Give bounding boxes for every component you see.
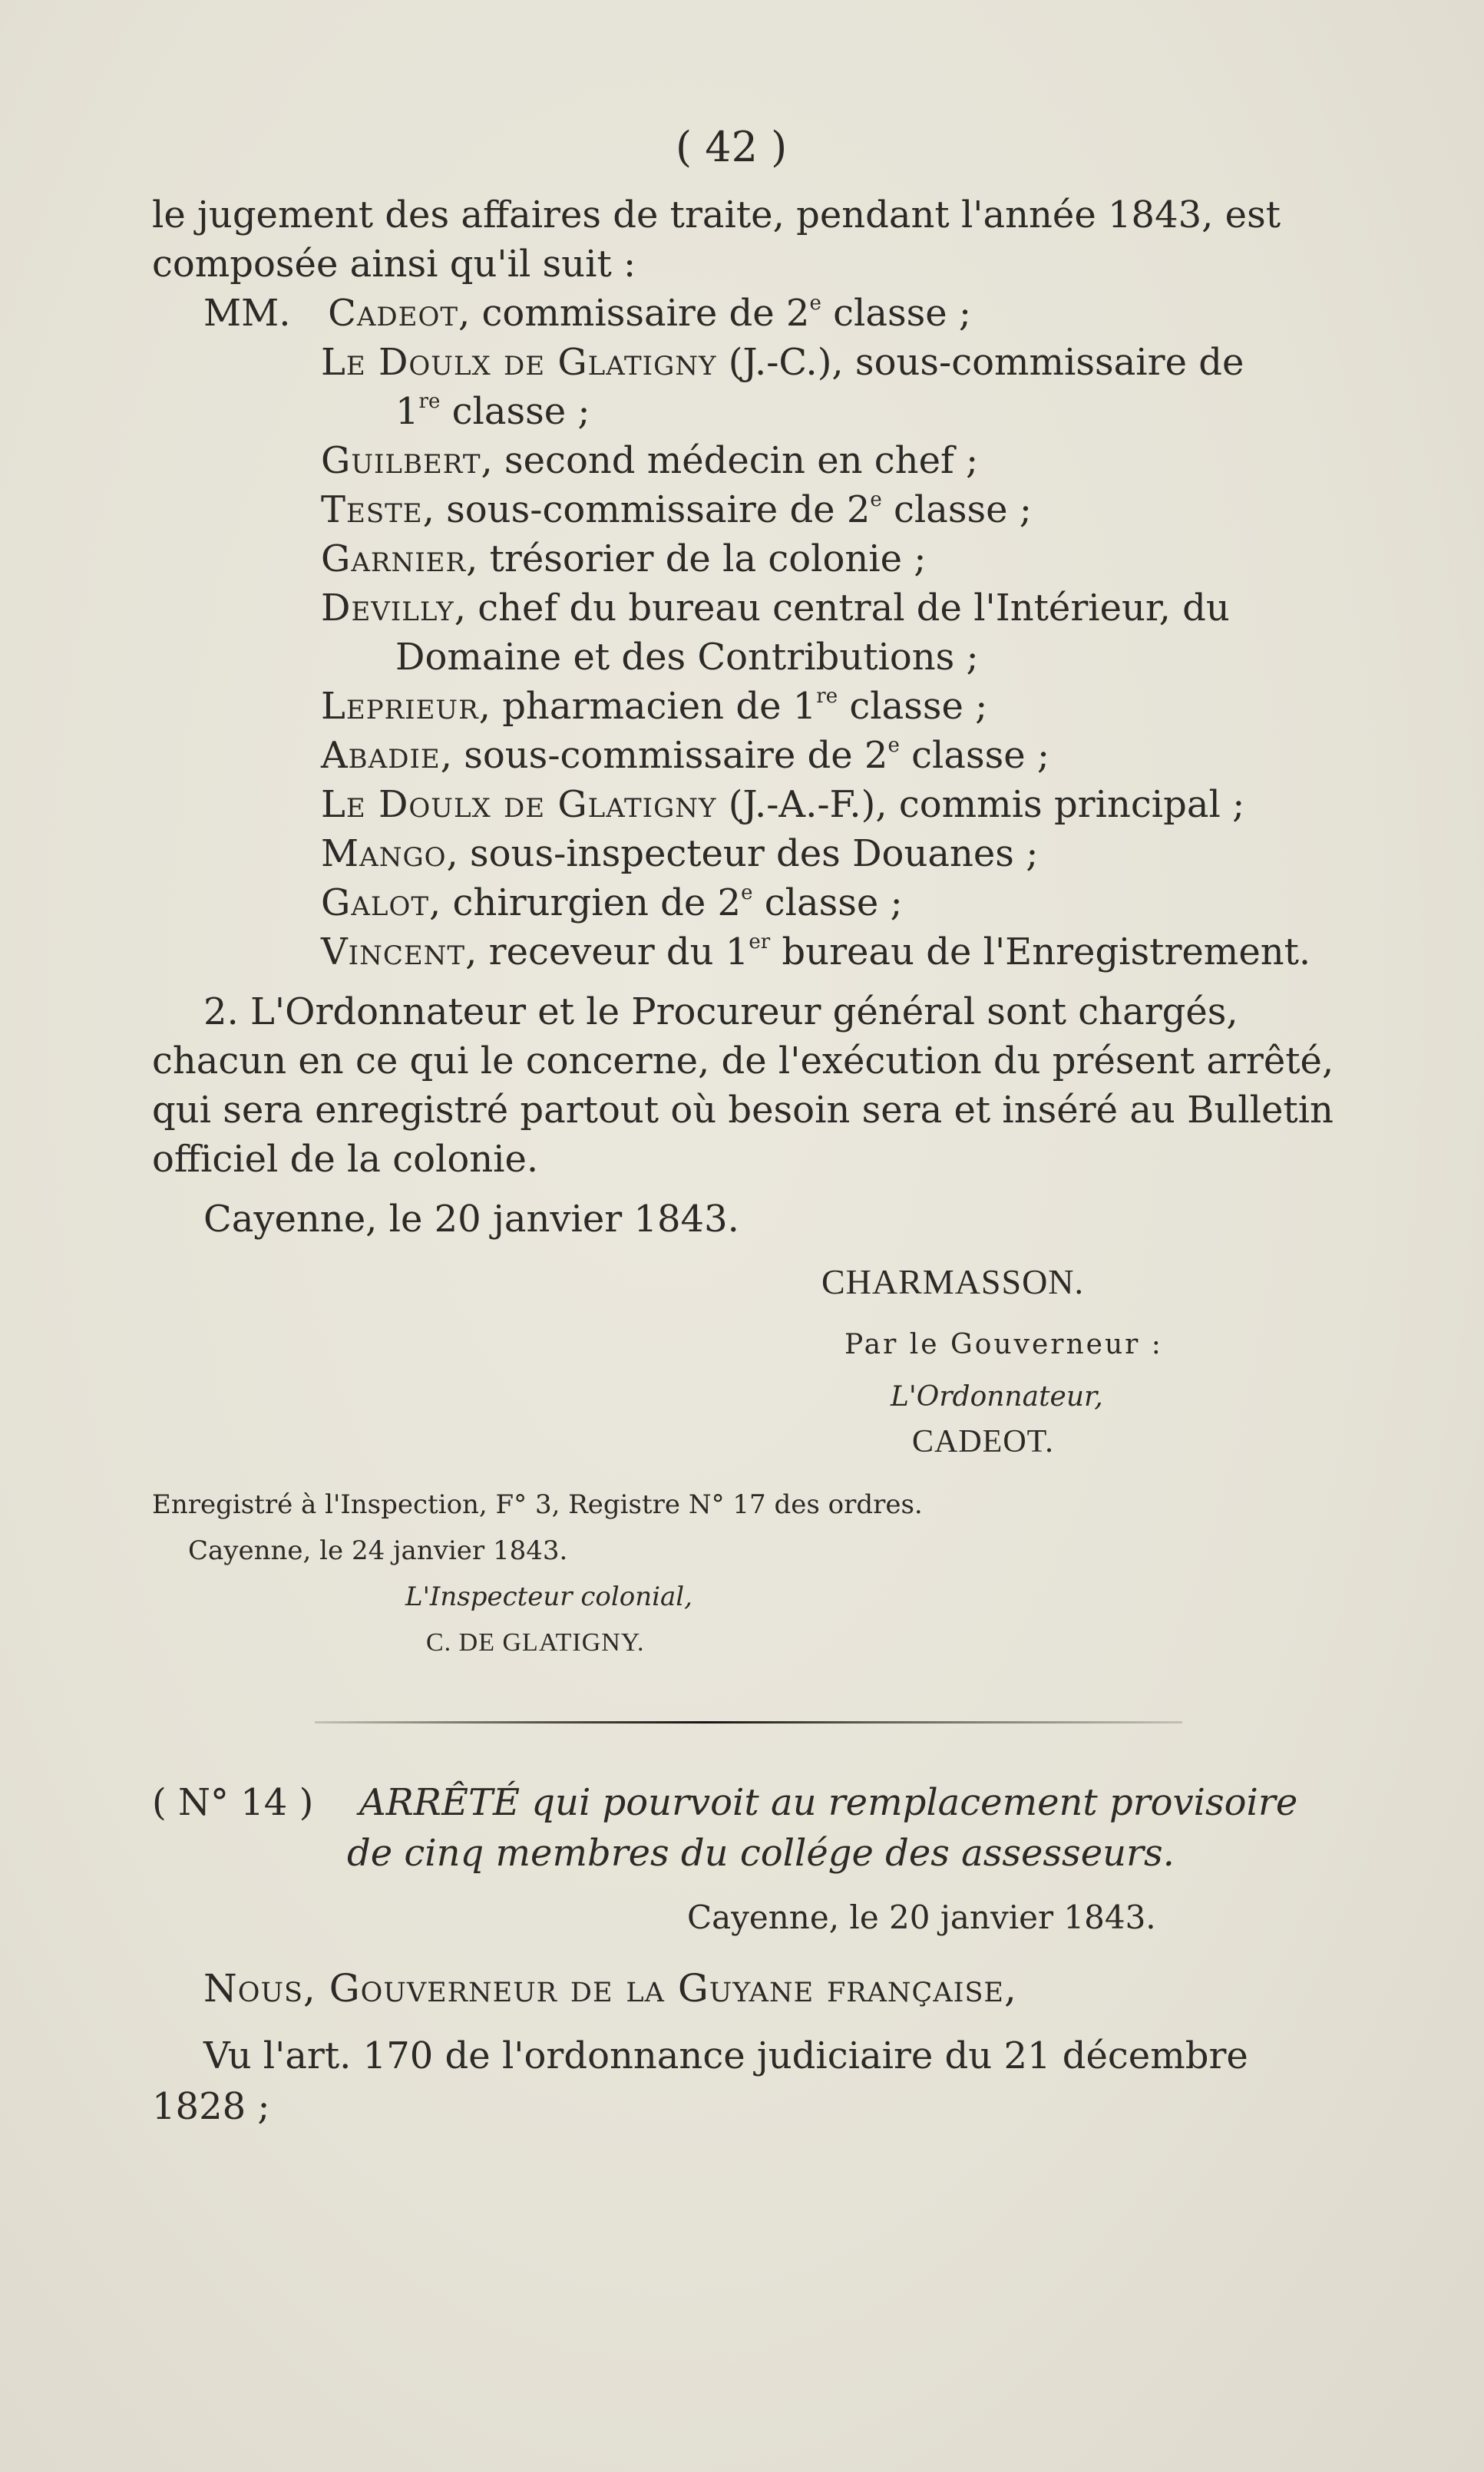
governor-signature: CHARMASSON. (821, 1262, 1085, 1301)
registration-line-1: Enregistré à l'Inspection, F° 3, Registre N° 17 des ordres. (152, 1489, 923, 1520)
member-line-le-doulx-jc (321, 339, 1244, 385)
member-name: Cadeot (328, 292, 459, 335)
member-name: Vincent (321, 930, 466, 973)
member-line-abadie (321, 732, 1049, 778)
member-line-le-doulx-jaf (321, 782, 1244, 828)
member-role: , sous-commissaire de 2 (440, 734, 888, 777)
member-line-garnier (321, 536, 926, 582)
member-line-galot (321, 880, 903, 926)
article-2-line-1: 2. L'Ordonnateur et le Procureur général sont chargés, (203, 990, 1238, 1033)
member-line-leprieur (321, 683, 987, 729)
registration-line-2: Cayenne, le 24 janvier 1843. (188, 1535, 568, 1566)
ordonnateur-name: CADEOT. (912, 1424, 1054, 1459)
member-sup: e (741, 881, 753, 904)
member-line-devilly (321, 585, 1230, 631)
member-sup: re (418, 390, 441, 413)
arrete-date: Cayenne, le 20 janvier 1843. (687, 1899, 1156, 1936)
member-tail: classe ; (838, 685, 988, 728)
mm-prefix: MM. (203, 292, 291, 335)
nous-gouverneur: Nous, Gouverneur de la Guyane française, (203, 1966, 1017, 2011)
member-line-guilbert (321, 438, 978, 484)
member-name: Guilbert (321, 439, 481, 482)
member-sup: e (887, 734, 900, 757)
member-sup: re (816, 685, 838, 708)
member-tail: classe ; (821, 292, 972, 335)
member-role: , sous-inspecteur des Douanes ; (446, 832, 1039, 875)
body-line-2: composée ainsi qu'il suit : (152, 243, 636, 286)
arrete-title-line-2: de cinq membres du collége des assesseurs. (347, 1832, 1175, 1875)
member-name: Mango (321, 832, 447, 875)
member-name: Le Doulx de Glatigny (321, 783, 717, 826)
body-line-1: le jugement des affaires de traite, pendant l'année 1843, est (152, 193, 1281, 236)
article-2-line-3: qui sera enregistré partout où besoin sera et inséré au Bulletin (152, 1089, 1334, 1132)
member-tail: bureau de l'Enregistrement. (770, 930, 1311, 973)
member-role: , second médecin en chef ; (481, 439, 979, 482)
member-line-cadeot (203, 290, 971, 336)
member-name: Teste (321, 488, 423, 531)
member-role: , sous-commissaire de 2 (422, 488, 871, 531)
inspecteur-name: C. DE GLATIGNY. (426, 1628, 645, 1657)
vu-line-2: 1828 ; (152, 2085, 270, 2128)
member-sup: er (749, 930, 771, 953)
member-name: Galot (321, 881, 430, 924)
member-role: , chirurgien de 2 (429, 881, 742, 924)
page-number: ( 42 ) (676, 123, 788, 171)
member-sup: e (809, 292, 821, 315)
member-line-vincent (321, 929, 1310, 975)
member-name: Abadie (321, 734, 441, 777)
section-divider (315, 1721, 1182, 1723)
inspecteur-title: L'Inspecteur colonial, (405, 1581, 692, 1612)
arrete-number: ( N° 14 ) (152, 1781, 314, 1824)
member-sup: e (870, 488, 882, 511)
member-role: , chef du bureau central de l'Intérieur, du (454, 587, 1230, 630)
member-tail: classe ; (440, 390, 590, 433)
member-continuation (395, 388, 590, 435)
member-name: Devilly (321, 587, 454, 630)
member-tail: classe ; (881, 488, 1032, 531)
member-name: Leprieur (321, 685, 479, 728)
member-tail: classe ; (899, 734, 1050, 777)
article-2-line-2: chacun en ce qui le concerne, de l'exécution du présent arrêté, (152, 1039, 1334, 1082)
member-cont-num: 1 (395, 390, 419, 433)
par-le-gouverneur: Par le Gouverneur : (844, 1329, 1163, 1360)
member-role: (J.-C.), sous-commissaire de (716, 341, 1244, 384)
member-role: , pharmacien de 1 (478, 685, 817, 728)
member-role: , trésorier de la colonie ; (466, 537, 927, 580)
member-continuation: Domaine et des Contributions ; (395, 636, 979, 679)
member-line-mango (321, 831, 1038, 877)
member-line-teste (321, 487, 1032, 533)
arrete-title-line-1: ARRÊTÉ qui pourvoit au remplacement provisoire (359, 1781, 1298, 1824)
ordonnateur-title: L'Ordonnateur, (891, 1381, 1103, 1413)
member-name: Garnier (321, 537, 467, 580)
place-date: Cayenne, le 20 janvier 1843. (203, 1198, 739, 1241)
member-name: Le Doulx de Glatigny (321, 341, 717, 384)
member-role: , commissaire de 2 (458, 292, 810, 335)
member-role: , receveur du 1 (465, 930, 749, 973)
vu-line-1: Vu l'art. 170 de l'ordonnance judiciaire du 21 décembre (203, 2034, 1248, 2077)
member-tail: classe ; (752, 881, 903, 924)
member-role: (J.-A.-F.), commis principal ; (716, 783, 1245, 826)
article-2-line-4: officiel de la colonie. (152, 1138, 539, 1181)
